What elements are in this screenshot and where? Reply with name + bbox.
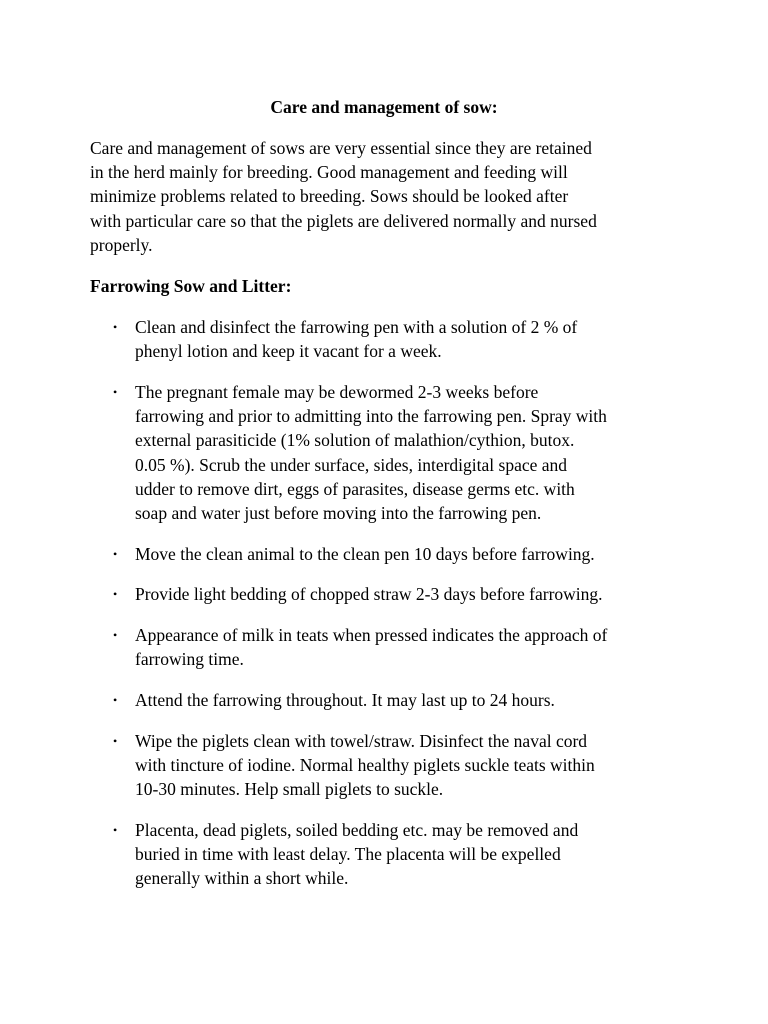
list-item — [0, 729, 695, 802]
bullet-line: phenyl lotion and keep it vacant for a week. — [135, 341, 442, 362]
bullet-line: Provide light bedding of chopped straw 2-3 days before farrowing. — [135, 584, 603, 605]
list-item — [0, 380, 695, 525]
list-item — [0, 315, 695, 363]
bullet-dot-icon: • — [113, 546, 118, 561]
bullet-line: 0.05 %). Scrub the under surface, sides, interdigital space and — [135, 454, 568, 475]
bullet-line: farrowing and prior to admitting into the farrowing pen. Spray with — [135, 406, 607, 427]
bullet-dot-icon: • — [113, 320, 118, 334]
bullet-line: with tincture of iodine. Normal healthy piglets suckle teats within — [135, 754, 595, 775]
bullet-dot-icon: • — [113, 384, 118, 399]
bullet-line: generally within a short while. — [135, 868, 349, 889]
intro-line: Care and management of sows are very essential since they are retained — [90, 138, 592, 158]
list-item — [0, 623, 695, 671]
section-heading: Farrowing Sow and Litter: — [90, 276, 292, 296]
list-item — [0, 542, 695, 566]
bullet-dot-icon: • — [113, 587, 118, 602]
bullet-dot-icon: • — [113, 628, 118, 643]
bullet-line: udder to remove dirt, eggs of parasites, disease germs etc. with — [135, 478, 575, 499]
page-title: Care and management of sow: — [270, 97, 498, 117]
bullet-line: Appearance of milk in teats when pressed indicates the approach of — [135, 625, 608, 646]
intro-line: with particular care so that the piglets are delivered normally and nursed — [90, 210, 597, 231]
list-item — [0, 688, 695, 712]
bullet-line: external parasiticide (1% solution of malathion/cythion, butox. — [135, 430, 575, 451]
bullet-line: Move the clean animal to the clean pen 10 days before farrowing. — [135, 543, 595, 564]
intro-paragraph — [90, 136, 690, 257]
bullet-list — [0, 315, 768, 907]
bullet-line: Placenta, dead piglets, soiled bedding etc. may be removed and — [135, 819, 579, 840]
bullet-dot-icon: • — [113, 692, 118, 707]
bullet-line: Clean and disinfect the farrowing pen with a solution of 2 % of — [135, 317, 578, 337]
list-item — [0, 582, 695, 606]
bullet-dot-icon: • — [113, 822, 118, 837]
bullet-line: soap and water just before moving into the farrowing pen. — [135, 502, 542, 523]
list-item — [0, 818, 695, 891]
bullet-line: The pregnant female may be dewormed 2-3 weeks before — [135, 381, 539, 402]
bullet-line: buried in time with least delay. The placenta will be expelled — [135, 843, 561, 864]
intro-line: in the herd mainly for breeding. Good management and feeding will — [90, 162, 568, 183]
bullet-line: farrowing time. — [135, 649, 244, 670]
bullet-line: 10-30 minutes. Help small piglets to suckle. — [135, 779, 444, 800]
bullet-line: Wipe the piglets clean with towel/straw. Disinfect the naval cord — [135, 730, 588, 751]
intro-line: minimize problems related to breeding. Sows should be looked after — [90, 186, 569, 207]
intro-line: properly. — [90, 234, 153, 255]
bullet-line: Attend the farrowing throughout. It may last up to 24 hours. — [135, 689, 555, 710]
bullet-dot-icon: • — [113, 733, 118, 748]
